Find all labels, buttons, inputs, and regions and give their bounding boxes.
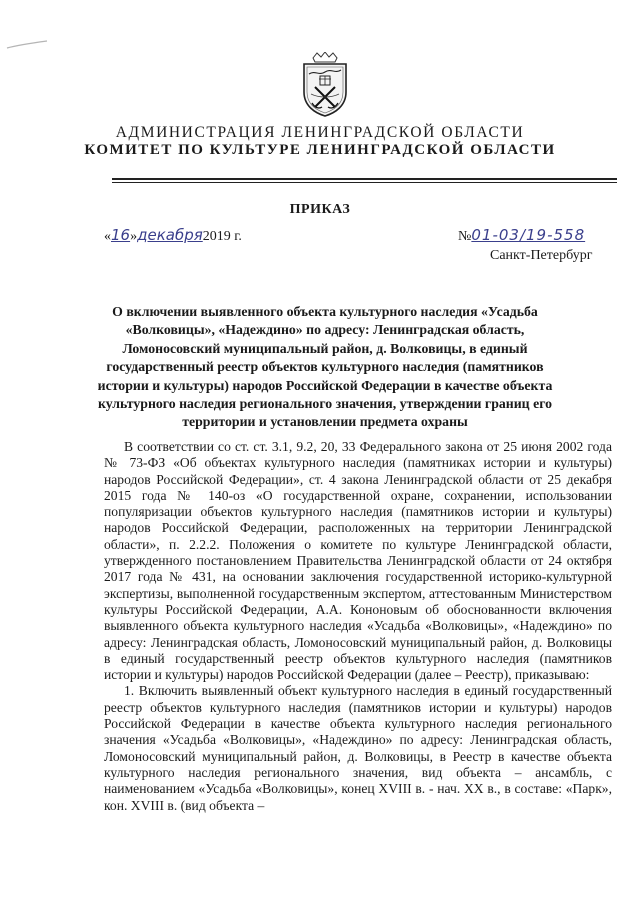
document-body [104, 439, 612, 814]
date-month-handwritten: декабря [137, 226, 203, 244]
date-open-quote: « [104, 229, 111, 244]
number-handwritten: 01-03/19-558 [471, 226, 586, 244]
organization-name: АДМИНИСТРАЦИЯ ЛЕНИНГРАДСКОЙ ОБЛАСТИ [115, 124, 525, 141]
header-divider-thin [112, 182, 617, 183]
date-year: 2019 г. [202, 229, 242, 244]
header-divider-thick [112, 178, 617, 180]
number-prefix: № [458, 229, 472, 244]
paragraph-preamble: В соответствии со ст. ст. 3.1, 9.2, 20, 33 Федерального закона от 25 июня 2002 года № 73-ФЗ «Об объектах культурного наследия (памятниках истории и культуры) народов Российской Федерации», ст. 4 закона Ленинградской области от 25 декабря 2015 года № 140-оз «О государственной охране, сохранении, использовании популяризации объектов культурного наследия (памятников истории и культуры) народов Российской Федерации, расположенных на территории Ленинградской области», п. 2.2.2. Положения о комитете по культуре Ленинградской области, утвержденного постановлением Правительства Ленинградской области от 24 октября 2017 года № 431, на основании заключения государственной историко-культурной экспертизы, выполненной государственным экспертом, аттестованным Министерством культуры Российской Федерации, А.А. Кононовым об обоснованности включения выявленного объекта культурного наследия «Усадьба «Волковицы», «Надеждино» по адресу: Ленинградская область, Ломоносовский муниципальный район, д. Волковицы в единый государственный реестр объектов культурного наследия (памятников истории и культуры) народов Российской Федерации (далее – Реестр), приказываю: [104, 439, 612, 683]
document-date [104, 226, 242, 245]
scan-artifact-mark [6, 40, 48, 50]
date-day-handwritten: 16 [111, 226, 131, 244]
document-city: Санкт-Петербург [490, 248, 593, 263]
document-title: О включении выявленного объекта культурного наследия «Усадьба «Волковицы», «Надеждино» по адресу: Ленинградская область, Ломоносовский муниципальный район, д. Волковицы, в единый государственный реестр объектов культурного наследия (памятников истории и культуры) народов Российской Федерации в качестве объекта культурного наследия регионального значения, утверждении границ его территории и установлении предмета охраны [97, 304, 553, 430]
coat-of-arms-icon [299, 52, 351, 118]
committee-name: КОМИТЕТ ПО КУЛЬТУРЕ ЛЕНИНГРАДСКОЙ ОБЛАСТИ [84, 142, 556, 158]
document-number [458, 226, 585, 245]
paragraph-item-1: 1. Включить выявленный объект культурного наследия в единый государственный реестр объектов культурного наследия (памятников истории и культуры) народов Российской Федерации в качестве объекта культурного наследия регионального значения «Усадьба «Волковицы», «Надеждино» по адресу: Ленинградская область, Ломоносовский муниципальный район, д. Волковицы, в Реестр в качестве объекта культурного наследия регионального значения, вид объекта – ансамбль, с наименованием «Усадьба «Волковицы», конец XVIII в. - нач. XX в., в составе: «Парк», кон. XVIII в. (вид объекта – [104, 683, 612, 813]
date-close-quote: » [130, 229, 138, 244]
document-type: ПРИКАЗ [289, 202, 351, 217]
